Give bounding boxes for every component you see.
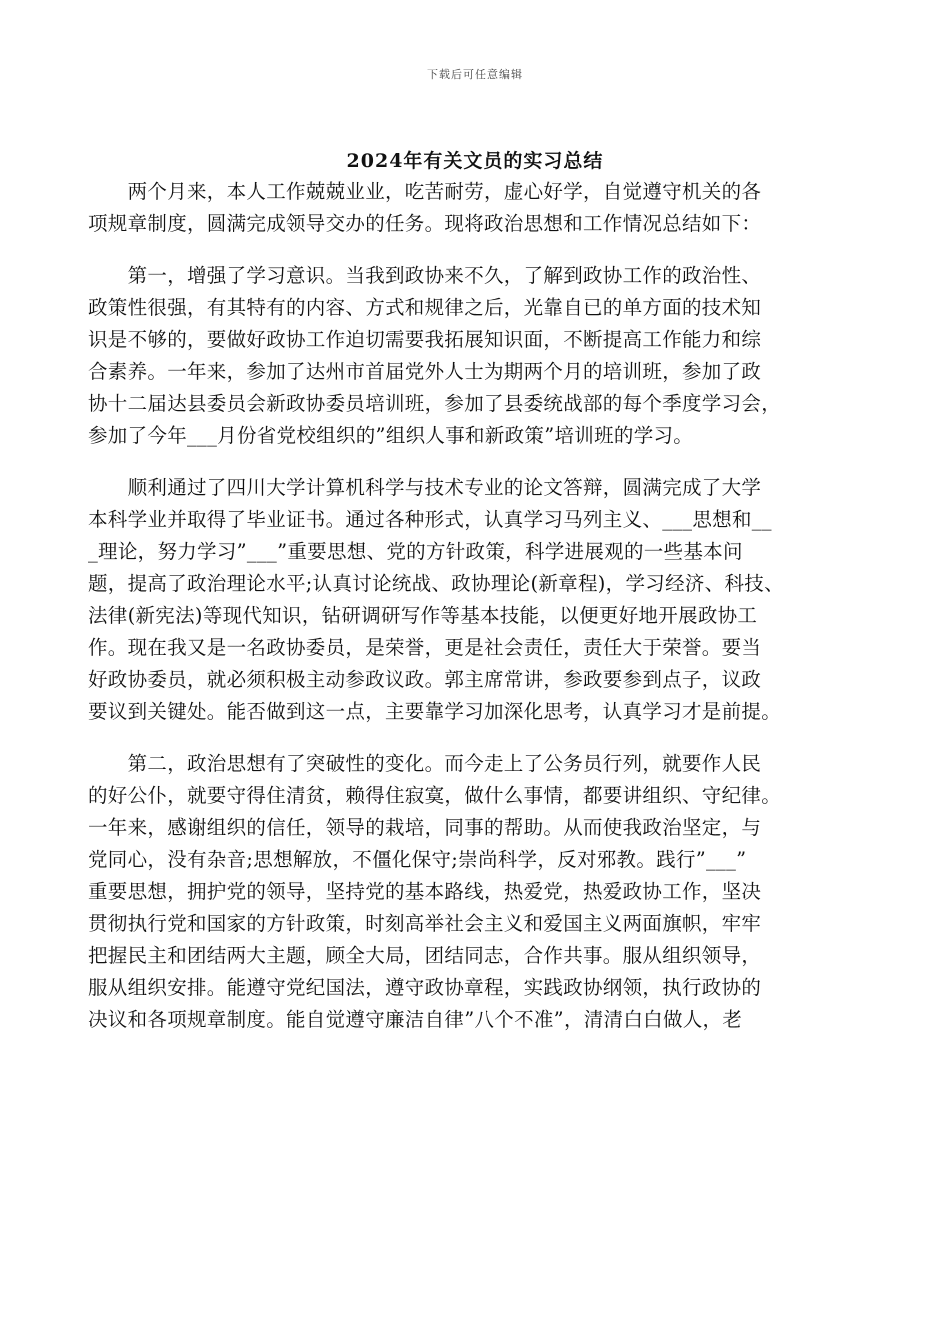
- text-line: 题，提高了政治理论水平;认真讨论统战、政协理论(新章程)，学习经济、科技、: [88, 572, 784, 595]
- text-line: 第一，增强了学习意识。当我到政协来不久，了解到政协工作的政治性、: [88, 264, 762, 287]
- text-line: 本科学业并取得了毕业证书。通过各种形式，认真学习马列主义、___思想和__: [88, 508, 772, 531]
- paragraph: [88, 748, 870, 1036]
- text-line: 第二，政治思想有了突破性的变化。而今走上了公务员行列，就要作人民: [88, 752, 762, 775]
- text-line: 重要思想，拥护党的领导，坚持党的基本路线，热爱党，热爱政协工作，坚决: [88, 880, 762, 903]
- paragraph: [88, 260, 870, 452]
- text-line: 合素养。一年来，参加了达州市首届党外人士为期两个月的培训班，参加了政: [88, 360, 762, 383]
- text-line: 要议到关键处。能否做到这一点，主要靠学习加深化思考，认真学习才是前提。: [88, 700, 782, 723]
- text-line: 项规章制度，圆满完成领导交办的任务。现将政治思想和工作情况总结如下：: [88, 212, 762, 235]
- text-line: 党同心，没有杂音;思想解放，不僵化保守;崇尚科学，反对邪教。践行”___”: [88, 848, 747, 871]
- page-header: 下载后可任意编辑: [427, 68, 523, 81]
- text-line: 把握民主和团结两大主题，顾全大局，团结同志，合作共事。服从组织领导，: [88, 944, 762, 967]
- document-title: 2024年有关文员的实习总结: [346, 150, 604, 172]
- text-line: 好政协委员，就必须积极主动参政议政。郭主席常讲，参政要参到点子，议政: [88, 668, 762, 691]
- text-line: 服从组织安排。能遵守党纪国法，遵守政协章程，实践政协纲领，执行政协的: [88, 976, 762, 999]
- text-line: 政策性很强，有其特有的内容、方式和规律之后，光靠自已的单方面的技术知: [88, 296, 762, 319]
- text-line: 决议和各项规章制度。能自觉遵守廉洁自律”八个不准”，清清白白做人，老: [88, 1008, 743, 1031]
- text-line: 的好公仆，就要守得住清贫，赖得住寂寞，做什么事情，都要讲组织、守纪律。: [88, 784, 782, 807]
- text-line: 顺利通过了四川大学计算机科学与技术专业的论文答辩，圆满完成了大学: [88, 476, 762, 499]
- text-line: 参加了今年___月份省党校组织的”组织人事和新政策”培训班的学习。: [88, 424, 694, 447]
- text-line: 法律(新宪法)等现代知识，钻研调研写作等基本技能，以便更好地开展政协工: [88, 604, 758, 627]
- text-line: 贯彻执行党和国家的方针政策，时刻高举社会主义和爱国主义两面旗帜，牢牢: [88, 912, 762, 935]
- paragraph: [88, 472, 870, 728]
- document-body: [88, 176, 870, 1056]
- text-line: 协十二届达县委员会新政协委员培训班，参加了县委统战部的每个季度学习会，: [88, 392, 782, 415]
- paragraph: [88, 176, 870, 240]
- text-line: 一年来，感谢组织的信任，领导的栽培，同事的帮助。从而使我政治坚定，与: [88, 816, 762, 839]
- text-line: 两个月来，本人工作兢兢业业，吃苦耐劳，虚心好学，自觉遵守机关的各: [88, 180, 762, 203]
- text-line: 作。现在我又是一名政协委员，是荣誉，更是社会责任，责任大于荣誉。要当: [88, 636, 762, 659]
- text-line: _理论，努力学习”___”重要思想、党的方针政策，科学进展观的一些基本问: [88, 540, 743, 563]
- text-line: 识是不够的，要做好政协工作迫切需要我拓展知识面，不断提高工作能力和综: [88, 328, 762, 351]
